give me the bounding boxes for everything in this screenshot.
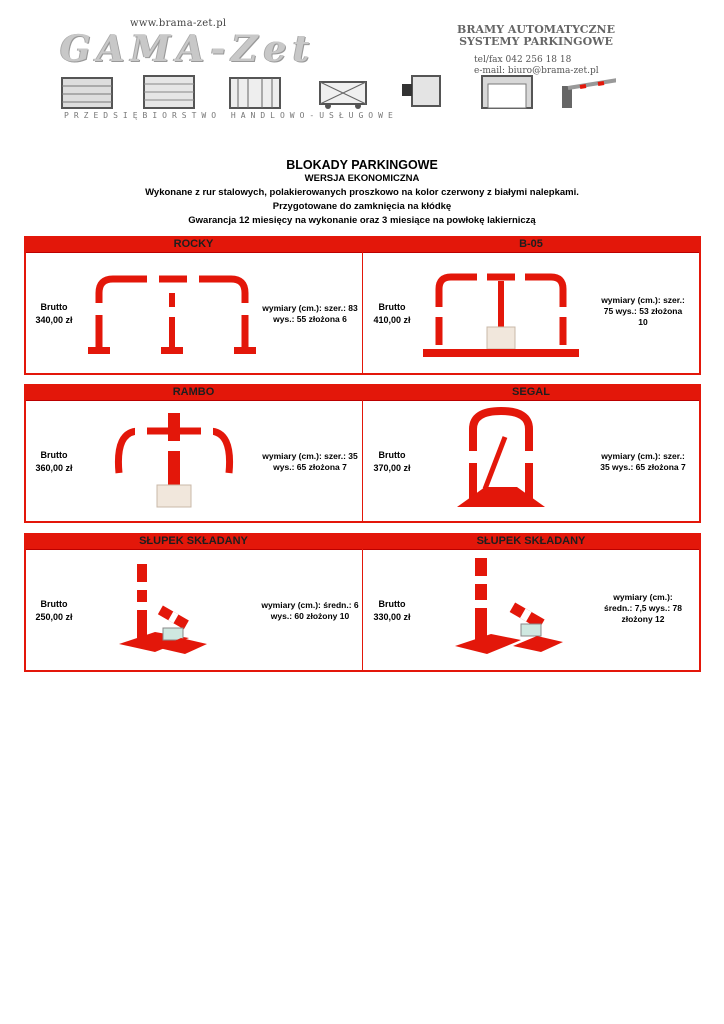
dims-line: wys.: 55 złożona 6 xyxy=(273,314,347,324)
price-value: 370,00 zł xyxy=(373,463,411,473)
product-card-rocky xyxy=(24,236,362,375)
product-name: SŁUPEK SKŁADANY xyxy=(25,534,362,550)
dims-line: średn.: 7,5 wys.: 78 xyxy=(604,603,682,613)
dims-line: wymiary (cm.): średn.: 6 xyxy=(261,600,359,610)
price-label: Brutto xyxy=(378,302,406,312)
price-value: 340,00 zł xyxy=(35,315,73,325)
gate-motor-icon xyxy=(396,72,454,110)
dims-line: wys.: 60 złożony 10 xyxy=(270,611,350,621)
dimensions xyxy=(585,295,701,328)
price-value: 250,00 zł xyxy=(35,612,73,622)
dims-line: 35 wys.: 65 złożona 7 xyxy=(600,462,686,472)
product-name: RAMBO xyxy=(25,385,362,401)
price-label: Brutto xyxy=(40,450,68,460)
price-label: Brutto xyxy=(40,302,68,312)
dimensions xyxy=(255,303,365,325)
b05-barrier-image xyxy=(421,267,581,363)
price-value: 410,00 zł xyxy=(373,315,411,325)
gate-icons-row xyxy=(58,72,620,116)
dims-line: wymiary (cm.): xyxy=(613,592,673,602)
price-value: 360,00 zł xyxy=(35,463,73,473)
product-row-1 xyxy=(24,236,701,375)
company-logo: GAMA-Zet xyxy=(60,28,316,70)
product-card-segal xyxy=(362,384,700,523)
product-name: B-05 xyxy=(363,237,699,253)
rocky-barrier-image xyxy=(87,263,257,363)
product-row-2 xyxy=(24,384,701,523)
price-label: Brutto xyxy=(40,599,68,609)
dims-line: 75 wys.: 53 złożona xyxy=(603,306,683,316)
barrier-icon xyxy=(558,72,616,110)
price-block xyxy=(365,449,419,475)
price-label: Brutto xyxy=(378,599,406,609)
rambo-barrier-image xyxy=(109,407,239,511)
sectional-gate-icon xyxy=(140,72,198,110)
description-line-3: Gwarancja 12 miesięcy na wykonanie oraz 3 miesiące na powłokę lakierniczą xyxy=(188,215,536,226)
dimensions xyxy=(585,592,701,625)
dims-line: wymiary (cm.): szer.: xyxy=(601,451,685,461)
title-block xyxy=(24,158,700,228)
dimensions xyxy=(585,451,701,473)
product-name: ROCKY xyxy=(25,237,362,253)
phone-text: tel/fax 042 256 18 18 xyxy=(474,55,572,65)
product-row-3 xyxy=(24,533,701,672)
page-title: BLOKADY PARKINGOWE xyxy=(286,158,438,172)
price-block xyxy=(365,301,419,327)
product-card-slupek-skladany-2 xyxy=(362,533,700,672)
segal-barrier-image xyxy=(455,407,555,515)
price-label: Brutto xyxy=(378,450,406,460)
email-text: e-mail: biuro@brama-zet.pl xyxy=(474,66,599,76)
dimensions xyxy=(255,451,365,473)
dimensions xyxy=(255,600,365,622)
dims-line: 10 xyxy=(638,317,648,327)
product-card-b-05 xyxy=(362,236,700,375)
product-name: SEGAL xyxy=(363,385,699,401)
swing-gate-icon xyxy=(226,72,284,110)
folding-post-image xyxy=(115,556,225,656)
price-block xyxy=(365,598,419,624)
company-line-2: SYSTEMY PARKINGOWE xyxy=(459,35,613,48)
company-tagline: PRZEDSIĘBIORSTWO HANDLOWO-USŁUGOWE xyxy=(64,111,398,120)
sliding-gate-icon xyxy=(314,72,372,110)
price-block xyxy=(27,449,81,475)
company-name xyxy=(452,24,620,48)
dims-line: wymiary (cm.): szer.: 35 xyxy=(262,451,358,461)
price-value: 330,00 zł xyxy=(373,612,411,622)
price-block xyxy=(27,598,81,624)
page-subtitle: WERSJA EKONOMICZNA xyxy=(304,173,420,184)
roller-door-icon xyxy=(478,72,536,110)
dims-line: złożony 12 xyxy=(621,614,665,624)
dims-line: wys.: 65 złożona 7 xyxy=(273,462,347,472)
dims-line: wymiary (cm.): szer.: xyxy=(601,295,685,305)
description-line-2: Przygotowane do zamknięcia na kłódkę xyxy=(272,201,452,212)
description-line-1: Wykonane z rur stalowych, polakierowanych proszkowo na kolor czerwony z białymi nalepkami. xyxy=(145,187,579,198)
dims-line: wymiary (cm.): szer.: 83 xyxy=(262,303,358,313)
product-card-slupek-skladany-1 xyxy=(24,533,362,672)
garage-door-icon xyxy=(58,72,116,110)
company-line-1: BRAMY AUTOMATYCZNE xyxy=(457,23,615,36)
product-card-rambo xyxy=(24,384,362,523)
website-text: www.brama-zet.pl xyxy=(130,18,227,29)
price-block xyxy=(27,301,81,327)
letterhead xyxy=(56,10,622,122)
folding-post-image xyxy=(449,554,589,658)
product-name: SŁUPEK SKŁADANY xyxy=(363,534,699,550)
